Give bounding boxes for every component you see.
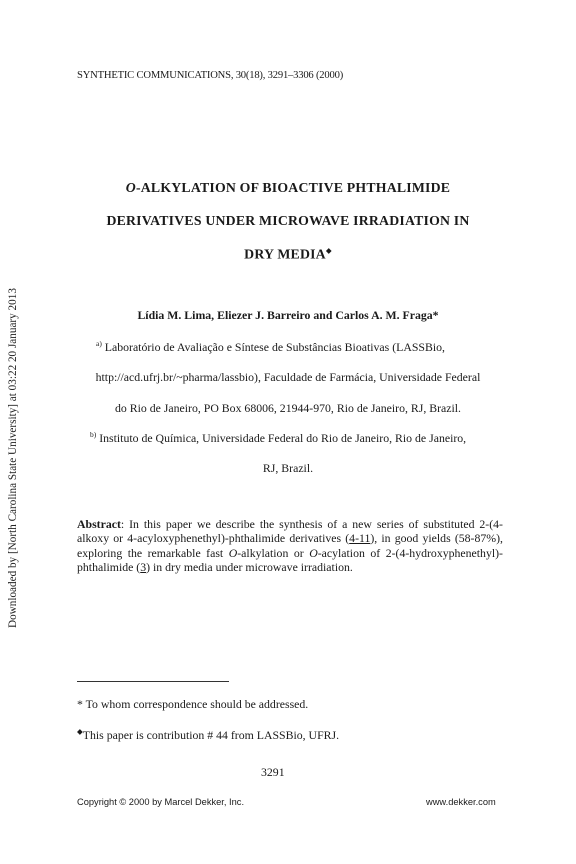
page-number: 3291 — [261, 765, 285, 779]
title-italic-o: O — [125, 180, 136, 195]
footnote-text-1: To whom correspondence should be addressed. — [85, 697, 309, 711]
footnote-mark-1: * — [77, 697, 83, 711]
affiliation-b-mark: b) — [90, 430, 97, 439]
affiliation-a-line-3: do Rio de Janeiro, PO Box 68006, 21944-970, Rio de Janeiro, RJ, Brazil. — [114, 401, 461, 415]
affiliation-a-mark: a) — [96, 339, 102, 348]
compound-ref-3: 3 — [140, 559, 147, 574]
abstract-text-3: -alkylation or — [237, 545, 310, 560]
abstract-italic-o-2: O — [309, 545, 318, 560]
affiliation-a-text-1: Laboratório de Avaliação e Síntese de Substâncias Bioativas (LASSBio, — [104, 339, 445, 354]
affiliation-a-line-1 — [96, 339, 445, 355]
abstract-text-2: ), in good yields (58-87%), exploring the remarkable fast — [77, 531, 503, 560]
affiliation-b-line-2: RJ, Brazil. — [262, 461, 314, 475]
abstract-italic-o-1: O — [228, 545, 238, 560]
abstract-text-1: : In this paper we describe the synthesis of a new series of substituted 2-(4-alkoxy or 4-acyloxyphenethyl)-phthalimide derivatives ( — [77, 517, 503, 546]
footnote-contribution — [77, 727, 339, 743]
title-line-3-text: DRY MEDIA — [244, 246, 326, 262]
affiliation-b-text-1: Instituto de Química, Universidade Federal do Rio de Janeiro, Rio de Janeiro, — [99, 430, 467, 445]
footnote-correspondence — [77, 697, 308, 712]
copyright-notice: Copyright © 2000 by Marcel Dekker, Inc. — [77, 797, 245, 807]
abstract-text-5: ) in dry media under microwave irradiation. — [146, 559, 353, 574]
abstract — [77, 517, 503, 574]
abstract-text-4: -acylation of 2-(4-hydroxyphenethyl)-phthalimide ( — [77, 545, 503, 574]
title-line-1-text: -ALKYLATION OF BIOACTIVE PHTHALIMIDE — [135, 180, 451, 195]
title-line-1 — [60, 180, 516, 196]
download-banner: Downloaded by [North Carolina State University] at 03:22 20 January 2013 — [7, 288, 19, 628]
title-footnote-mark: ◆ — [325, 246, 332, 255]
title-line-3 — [60, 246, 516, 263]
abstract-label: Abstract — [77, 517, 121, 531]
footnote-mark-2: ◆ — [77, 727, 83, 736]
footnote-divider — [77, 681, 229, 682]
compound-ref-4-11: 4-11 — [349, 531, 371, 546]
author-list: Lídia M. Lima, Eliezer J. Barreiro and Carlos A. M. Fraga* — [137, 308, 439, 322]
publisher-website: www.dekker.com — [426, 797, 496, 807]
affiliation-a-line-2: http://acd.ufrj.br/~pharma/lassbio), Faculdade de Farmácia, Universidade Federal — [95, 370, 481, 384]
journal-citation: SYNTHETIC COMMUNICATIONS, 30(18), 3291–3306 (2000) — [77, 70, 344, 81]
affiliation-b-line-1 — [90, 430, 466, 446]
footnote-text-2: This paper is contribution # 44 from LASSBio, UFRJ. — [82, 727, 340, 742]
title-line-2: DERIVATIVES UNDER MICROWAVE IRRADIATION IN — [106, 213, 470, 228]
